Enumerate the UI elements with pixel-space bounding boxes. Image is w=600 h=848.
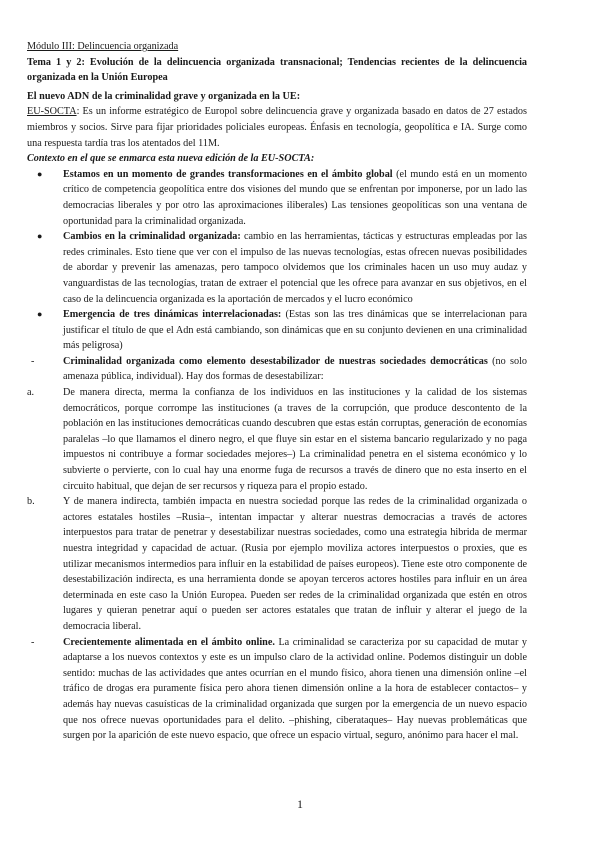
bullet-item [27,307,527,354]
dash-marker: - [31,355,35,367]
bullet-marker: ● [37,309,43,320]
module-heading: Módulo III: Delincuencia organizada [27,41,179,52]
bullet-body: (el mundo está en un momento crítico de competencia geopolítica entre dos visiones del mundo que se enfrentan por imponerse, por un lado las democracias liberales y por otro las aproximaciones iliberales) Las tensiones geopolíticas son una ventana de oportunidad para la criminalidad organizada. [63,168,527,227]
letter-marker: b. [27,496,35,508]
bullet-text [63,167,527,229]
bullet-text [63,307,527,354]
bullet-text [63,229,527,307]
dash-text [63,635,527,744]
lettered-item [27,385,527,494]
dash-body: (no solo amenaza pública, individual). Hay dos formas de desestabilizar: [63,355,527,383]
lettered-text: Y de manera indirecta, también impacta en nuestra sociedad porque las redes de la criminalidad organizada o actores estatales hostiles –Rusia–, intentan impactar y alterar nuestras democracias a través de actores interpuestos para tratar de penetrar y desestabilizar nuestras sociedades, como una estrategia hibrida de mermar nuestra integridad y capacidad de actuar. (Rusia por ejemplo moviliza actores interpuestos o proxies, que es utilizar mecanismos intermedios para influir en la estabilidad de países europeos). Tiene este otro componente de desestabilización indirecta, es una herramienta donde se apoyan terceros actores hostiles para influir en un área determinada en este caso la Unión Europea. Pueden ser redes de la criminalidad organizada que estén en otros lugares y quieran penetrar aquí o pueden ser actores estatales que tratan de influir y alterar el juego de la democracia liberal. [63,496,527,632]
eu-socta-label: EU-SOCTA [27,106,77,118]
bullet-body: cambio en las herramientas, tácticas y estructuras empleadas por las redes criminales. Esto tiene que ver con el impulso de las nuevas tecnologías, estas ofrecen nuevas posibilidades de abordar y prevenir las amenazas, pero tampoco olvidemos que los criminales hacen un uso muy audaz y vanguardistas de las tecnologías, tratan de extraer el potencial que les ofrece para avanzar en sus objetivos, en el caso de la delincuencia organizada es la aportación de mercados y el lucro económico [63,231,527,305]
bullet-body: (Estas son las tres dinámicas que se interrelacionan para justificar el título de que el Adn está cambiando, son dinámicas que en su conjunto devienen en una criminalidad más peligrosa) [63,309,527,352]
bullet-item [27,229,527,307]
dash-item [27,635,527,744]
bullet-marker: ● [37,231,43,242]
intro-text: : Es un informe estratégico de Europol sobre delincuencia grave y organizada basado en datos de 27 estados miembros y socios. Sirve para fijar prioridades policiales europeas. Énfasis en tecnología, geopolítica e IA. Surge como una respuesta tardía tras los atentados del 11M. [27,106,527,149]
section-title: El nuevo ADN de la criminalidad grave y organizada en la UE: [27,90,301,102]
context-title: Contexto en el que se enmarca esta nueva edición de la EU-SOCTA: [27,153,315,165]
bullet-bold: Estamos en un momento de grandes transformaciones en el ámbito global [63,168,393,180]
bullet-marker: ● [37,168,43,179]
topic-title: Tema 1 y 2: Evolución de la delincuencia organizada transnacional; Tendencias recientes de la delincuencia organizada en la Unión Europea [27,56,527,84]
dash-body: La criminalidad se caracteriza por su capacidad de mutar y adaptarse a los nuevos contextos y este es un impulso claro de la actividad online. Podemos distinguir un doble sentido: muchas de las actividades que antes ocurrían en el mundo físico, ahora tienen una dimensión online –el tráfico de drogas era puramente física pero ahora tienen dimensión online a la hora de establecer contactos– y además hay nuevas casuísticas de la criminalidad organizada que surgen por la emergencia de un nuevo espacio que nos ofrece nuevas oportunidades para el delito. –phishing, ciberataques– Hay nuevas problemáticas que surgen por la aparición de este nuevo espacio, que ofrece un espacio virtual, seguro, anónimo para hacer el mal. [63,636,527,742]
dash-item [27,354,527,385]
page-number: 1 [297,797,303,811]
letter-marker: a. [27,387,35,399]
document-body [27,39,527,744]
intro-paragraph [27,104,527,151]
bullet-bold: Cambios en la criminalidad organizada: [63,231,241,243]
dash-marker: - [31,636,35,648]
dash-bold: Crecientemente alimentada en el ámbito online. [63,636,275,648]
lettered-text: De manera directa, merma la confianza de los individuos en las instituciones y la calidad de los sistemas democráticos, porque corrompe las instituciones (a traves de la corrupción, que produce descontento de la población en las instituciones democráticas cuando descubren que estas están corruptas, generación de economías paralelas –lo que llamamos el dinero negro, el que fluye sin estar en el sistema bancario regularizado y no paga impuestos ni contribuye a formar sociedades mejores–) La criminalidad penetra en el sistema económico y lo subvierte o pervierte, con lo cual hay una enorme fuga de recursos a través de dinero que no esta inserto en el circuito habitual, que dejan de ser recursos y riqueza para el propio estado. [63,387,527,492]
lettered-item [27,494,527,634]
dash-bold: Criminalidad organizada como elemento desestabilizador de nuestras sociedades democráticas [63,355,488,367]
bullet-bold: Emergencia de tres dinámicas interrelacionadas: [63,309,282,321]
bullet-item [27,167,527,229]
dash-text [63,354,527,385]
